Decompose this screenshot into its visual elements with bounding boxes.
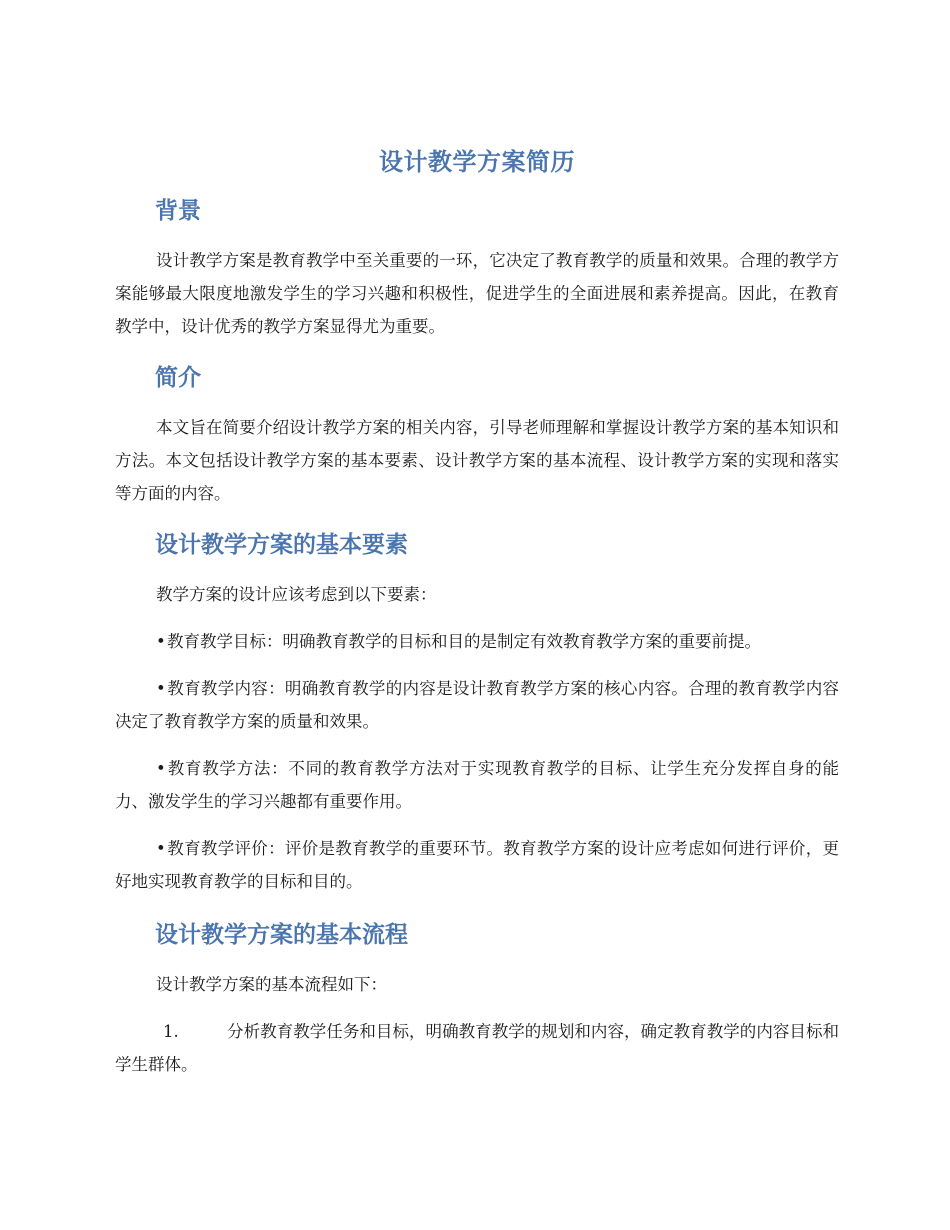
bullet-text: 教育教学评价：评价是教育教学的重要环节。教育教学方案的设计应考虑如何进行评价，更好地实现教育教学的目标和目的。 xyxy=(115,839,839,891)
step-text: 分析教育教学任务和目标，明确教育教学的规划和内容，确定教育教学的内容目标和学生群体。 xyxy=(115,1022,839,1074)
section-introduction xyxy=(115,361,839,510)
bullet-item-evaluation xyxy=(115,832,839,898)
section-basic-process xyxy=(115,918,839,1081)
section-heading-basic-process: 设计教学方案的基本流程 xyxy=(155,922,408,948)
bullet-text: 教育教学方法：不同的教育教学方法对于实现教育教学的目标、让学生充分发挥自身的能力、激发学生的学习兴趣都有重要作用。 xyxy=(115,759,839,811)
step-number: 1. xyxy=(163,1022,179,1041)
bullet-icon: • xyxy=(156,632,166,651)
background-paragraph: 设计教学方案是教育教学中至关重要的一环，它决定了教育教学的质量和效果。合理的教学方案能够最大限度地激发学生的学习兴趣和积极性，促进学生的全面进展和素养提高。因此，在教育教学中，设计优秀的教学方案显得尤为重要。 xyxy=(115,251,839,336)
basic-elements-intro: 教学方案的设计应该考虑到以下要素： xyxy=(156,585,437,604)
section-basic-elements xyxy=(115,528,839,898)
bullet-icon: • xyxy=(156,679,166,698)
introduction-paragraph: 本文旨在简要介绍设计教学方案的相关内容，引导老师理解和掌握设计教学方案的基本知识和方法。本文包括设计教学方案的基本要素、设计教学方案的基本流程、设计教学方案的实现和落实等方面的内容。 xyxy=(115,418,839,503)
basic-process-intro: 设计教学方案的基本流程如下： xyxy=(156,975,387,994)
section-background xyxy=(115,194,839,343)
document-title: 设计教学方案简历 xyxy=(379,148,575,176)
section-heading-basic-elements: 设计教学方案的基本要素 xyxy=(155,532,408,558)
bullet-item-content xyxy=(115,672,839,738)
section-heading-introduction: 简介 xyxy=(155,365,201,391)
bullet-icon: • xyxy=(156,759,166,778)
bullet-text: 教育教学目标：明确教育教学的目标和目的是制定有效教育教学方案的重要前提。 xyxy=(167,632,761,651)
section-heading-background: 背景 xyxy=(155,198,201,224)
document-page xyxy=(115,140,839,1081)
bullet-item-methods xyxy=(115,752,839,818)
bullet-text: 教育教学内容：明确教育教学的内容是设计教育教学方案的核心内容。合理的教育教学内容决定了教育教学方案的质量和效果。 xyxy=(115,679,839,731)
bullet-icon: • xyxy=(156,839,166,858)
process-step-1 xyxy=(115,1015,839,1081)
bullet-item-goals xyxy=(115,625,839,658)
